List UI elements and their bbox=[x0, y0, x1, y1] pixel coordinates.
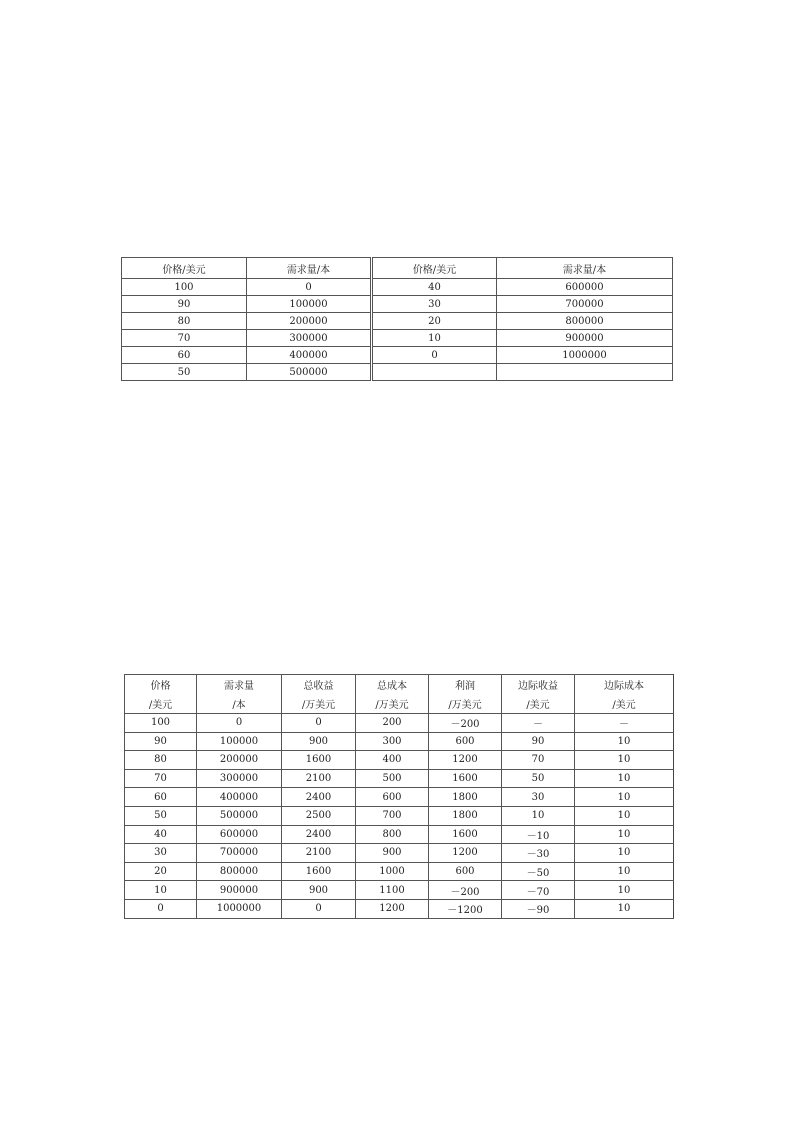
table-cell: 1800 bbox=[429, 806, 502, 825]
table-cell: 1600 bbox=[282, 862, 356, 881]
table-cell: 100 bbox=[122, 279, 247, 296]
header-marginal-revenue: 边际收益 bbox=[502, 675, 575, 695]
table-header-row-units bbox=[125, 694, 674, 714]
table-cell: 300000 bbox=[197, 769, 282, 788]
table-cell: 40 bbox=[125, 825, 197, 844]
table-cell: 500 bbox=[356, 769, 429, 788]
table-cell: 90 bbox=[125, 732, 197, 751]
table-cell: 1600 bbox=[429, 825, 502, 844]
table-row bbox=[125, 788, 674, 807]
table-row bbox=[122, 347, 673, 364]
table-cell: 1200 bbox=[429, 751, 502, 770]
table-cell: － bbox=[575, 714, 674, 733]
table-cell: 60 bbox=[125, 788, 197, 807]
table-row bbox=[125, 899, 674, 918]
table-cell: 1000000 bbox=[497, 347, 673, 364]
table-cell: 50 bbox=[125, 806, 197, 825]
table-cell: 70 bbox=[125, 769, 197, 788]
table-cell: 0 bbox=[372, 347, 497, 364]
table-cell: 800000 bbox=[497, 313, 673, 330]
table-cell: 0 bbox=[282, 899, 356, 918]
table-cell: 1600 bbox=[282, 751, 356, 770]
table-cell: 0 bbox=[125, 899, 197, 918]
table-cell: 1200 bbox=[356, 899, 429, 918]
table-row bbox=[125, 881, 674, 900]
header-unit: /美元 bbox=[502, 694, 575, 714]
table-cell: 10 bbox=[575, 751, 674, 770]
table-cell: 70 bbox=[502, 751, 575, 770]
table-row bbox=[125, 825, 674, 844]
table-cell: 400000 bbox=[197, 788, 282, 807]
header-unit: /万美元 bbox=[429, 694, 502, 714]
table-cell: 10 bbox=[575, 899, 674, 918]
table-cell: 800 bbox=[356, 825, 429, 844]
table-cell: 600 bbox=[429, 732, 502, 751]
table-cell: 200000 bbox=[197, 751, 282, 770]
table-cell: －70 bbox=[502, 881, 575, 900]
table-cell: － bbox=[502, 714, 575, 733]
table-row bbox=[125, 806, 674, 825]
table-cell: 1100 bbox=[356, 881, 429, 900]
table-cell: 20 bbox=[125, 862, 197, 881]
table-cell: 0 bbox=[282, 714, 356, 733]
table-cell: 600 bbox=[356, 788, 429, 807]
table-cell: 600000 bbox=[497, 279, 673, 296]
table-cell: 80 bbox=[122, 313, 247, 330]
table-cell: 10 bbox=[125, 881, 197, 900]
table-cell: 1600 bbox=[429, 769, 502, 788]
table-cell: 400 bbox=[356, 751, 429, 770]
table-cell bbox=[497, 364, 673, 381]
header-profit: 利润 bbox=[429, 675, 502, 695]
table-cell: 900 bbox=[282, 732, 356, 751]
table-cell: 500000 bbox=[197, 806, 282, 825]
table-row bbox=[125, 732, 674, 751]
table-cell: －90 bbox=[502, 899, 575, 918]
table-row bbox=[122, 364, 673, 381]
table-cell: 2400 bbox=[282, 825, 356, 844]
header-unit: /美元 bbox=[575, 694, 674, 714]
table-cell: 300000 bbox=[247, 330, 372, 347]
header-price: 价格/美元 bbox=[372, 258, 497, 279]
revenue-cost-table bbox=[124, 674, 674, 919]
table-cell: 800000 bbox=[197, 862, 282, 881]
table-cell: －10 bbox=[502, 825, 575, 844]
table-cell: 50 bbox=[502, 769, 575, 788]
table-row bbox=[125, 751, 674, 770]
table-cell: 100 bbox=[125, 714, 197, 733]
table-cell: －200 bbox=[429, 714, 502, 733]
header-quantity: 需求量 bbox=[197, 675, 282, 695]
header-quantity: 需求量/本 bbox=[497, 258, 673, 279]
table-cell bbox=[372, 364, 497, 381]
table-cell: 2100 bbox=[282, 844, 356, 863]
table-cell: 100000 bbox=[197, 732, 282, 751]
table-cell: 90 bbox=[502, 732, 575, 751]
table-header-row bbox=[122, 258, 673, 279]
table-cell: 600 bbox=[429, 862, 502, 881]
table-cell: 70 bbox=[122, 330, 247, 347]
table-row bbox=[125, 844, 674, 863]
header-price: 价格/美元 bbox=[122, 258, 247, 279]
table-cell: 2100 bbox=[282, 769, 356, 788]
table-cell: 90 bbox=[122, 296, 247, 313]
table-cell: 10 bbox=[575, 769, 674, 788]
table-header-row bbox=[125, 675, 674, 695]
table-cell: 10 bbox=[372, 330, 497, 347]
table-row bbox=[125, 862, 674, 881]
table-cell: 1000 bbox=[356, 862, 429, 881]
header-marginal-cost: 边际成本 bbox=[575, 675, 674, 695]
table-cell: －200 bbox=[429, 881, 502, 900]
table-cell: －30 bbox=[502, 844, 575, 863]
header-unit: /万美元 bbox=[282, 694, 356, 714]
table-cell: 300 bbox=[356, 732, 429, 751]
header-total-cost: 总成本 bbox=[356, 675, 429, 695]
table-cell: 900 bbox=[356, 844, 429, 863]
table-cell: 10 bbox=[575, 844, 674, 863]
table-cell: 30 bbox=[372, 296, 497, 313]
table-row bbox=[122, 313, 673, 330]
table-cell: 10 bbox=[575, 806, 674, 825]
table-cell: 0 bbox=[197, 714, 282, 733]
table-cell: 100000 bbox=[247, 296, 372, 313]
table-cell: 40 bbox=[372, 279, 497, 296]
table-cell: 10 bbox=[575, 732, 674, 751]
table-cell: 10 bbox=[575, 825, 674, 844]
table-cell: 1800 bbox=[429, 788, 502, 807]
table-cell: 200000 bbox=[247, 313, 372, 330]
table-cell: 50 bbox=[122, 364, 247, 381]
table-cell: 30 bbox=[502, 788, 575, 807]
table-cell: 0 bbox=[247, 279, 372, 296]
table-cell: 900000 bbox=[197, 881, 282, 900]
table-cell: 80 bbox=[125, 751, 197, 770]
header-unit: /万美元 bbox=[356, 694, 429, 714]
table-row bbox=[122, 296, 673, 313]
table-row bbox=[122, 279, 673, 296]
table-cell: 400000 bbox=[247, 347, 372, 364]
table-cell: 900 bbox=[282, 881, 356, 900]
table-cell: 700000 bbox=[497, 296, 673, 313]
table-cell: 10 bbox=[502, 806, 575, 825]
table-cell: 10 bbox=[575, 788, 674, 807]
header-price: 价格 bbox=[125, 675, 197, 695]
header-unit: /本 bbox=[197, 694, 282, 714]
table-cell: 700 bbox=[356, 806, 429, 825]
table-cell: 2500 bbox=[282, 806, 356, 825]
header-quantity: 需求量/本 bbox=[247, 258, 372, 279]
table-cell: 700000 bbox=[197, 844, 282, 863]
price-demand-table bbox=[121, 257, 673, 381]
table-cell: 600000 bbox=[197, 825, 282, 844]
table-cell: －1200 bbox=[429, 899, 502, 918]
table-row bbox=[125, 769, 674, 788]
table-cell: 1200 bbox=[429, 844, 502, 863]
table-cell: 10 bbox=[575, 881, 674, 900]
table-cell: 20 bbox=[372, 313, 497, 330]
table-cell: 2400 bbox=[282, 788, 356, 807]
table-cell: 200 bbox=[356, 714, 429, 733]
header-total-revenue: 总收益 bbox=[282, 675, 356, 695]
table-row bbox=[125, 714, 674, 733]
table-cell: 500000 bbox=[247, 364, 372, 381]
table-cell: 900000 bbox=[497, 330, 673, 347]
table-row bbox=[122, 330, 673, 347]
table-cell: 1000000 bbox=[197, 899, 282, 918]
table-cell: 10 bbox=[575, 862, 674, 881]
table-cell: －50 bbox=[502, 862, 575, 881]
table-cell: 60 bbox=[122, 347, 247, 364]
table-cell: 30 bbox=[125, 844, 197, 863]
header-unit: /美元 bbox=[125, 694, 197, 714]
